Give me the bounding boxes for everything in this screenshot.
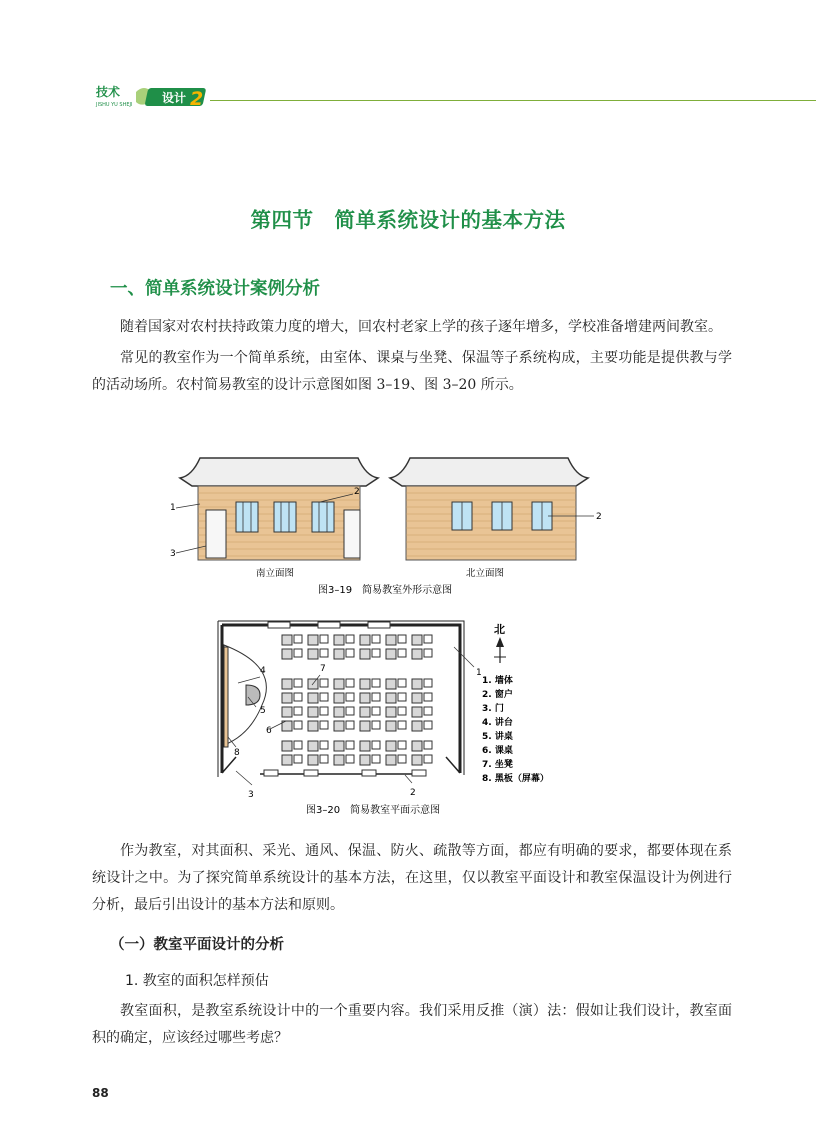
- south-door-left: [206, 510, 226, 558]
- figure-3-19-caption: 图3–19 简易教室外形示意图: [318, 585, 453, 596]
- window-bottom: [304, 770, 318, 776]
- figure-3-20-caption: 图3–20 简易教室平面示意图: [306, 805, 441, 816]
- paragraph: 常见的教室作为一个简单系统，由室体、课桌与坐凳、保温等子系统构成，主要功能是提供教与学的活动场所。农村简易教室的设计示意图如图 3–19、图 3–20 所示。: [92, 350, 732, 393]
- legend-item: 8. 黑板（屏幕）: [482, 774, 549, 784]
- paragraph: 作为教室，对其面积、采光、通风、保温、防火、疏散等方面，都应有明确的要求，都要体现在系统设计之中。为了探究简单系统设计的基本方法，在这里，仅以教室平面设计和教室保温设计为例进行分析，最后引出设计的基本方法和原则。: [92, 843, 732, 913]
- callout-2-north: 2: [596, 512, 602, 522]
- door: [222, 757, 236, 773]
- legend-item: 4. 讲台: [482, 718, 513, 728]
- window-bottom: [264, 770, 278, 776]
- logo-text-2: 设计: [162, 91, 187, 105]
- bottom-paragraph: [92, 998, 732, 1052]
- plan-callout-1: 1: [476, 668, 482, 678]
- figure-3-20: [200, 617, 600, 817]
- intro-paragraphs: [92, 314, 732, 399]
- south-elevation: [170, 458, 378, 579]
- north-label: 北立面图: [466, 568, 505, 579]
- plan-callout-2: 2: [410, 788, 416, 798]
- south-window: [312, 502, 334, 532]
- callout-1: 1: [170, 503, 176, 513]
- lectern: [246, 685, 260, 705]
- logo-text-1: 技术: [96, 85, 121, 99]
- plan-callout-3: 3: [248, 790, 254, 800]
- callout-3: 3: [170, 549, 176, 559]
- south-label: 南立面图: [256, 568, 295, 579]
- paragraph: 随着国家对农村扶持政策力度的增大，回农村老家上学的孩子逐年增多，学校准备增建两间教室。: [120, 319, 722, 335]
- plan-callout-6: 6: [266, 726, 272, 736]
- logo-subtext: JISHU YU SHEJI: [96, 102, 133, 108]
- plan-callout-5: 5: [260, 706, 266, 716]
- door: [446, 757, 460, 773]
- subsection-title: 一、简单系统设计案例分析: [110, 279, 320, 299]
- figure-3-19: [170, 438, 610, 598]
- header-rule: [210, 100, 816, 101]
- window-bottom: [412, 770, 426, 776]
- plan-legend: [482, 674, 549, 784]
- header-logo: [92, 80, 242, 114]
- legend-item: 6. 课桌: [482, 746, 513, 756]
- middle-paragraph: [92, 838, 732, 919]
- legend-item: 1. 墙体: [482, 676, 513, 686]
- plan-callout-8: 8: [234, 748, 240, 758]
- south-door-right: [344, 510, 360, 558]
- plan-callout-7: 7: [320, 664, 326, 674]
- south-roof: [180, 458, 378, 486]
- desk-group: [282, 635, 432, 659]
- heading-level-4: 1. 教室的面积怎样预估: [125, 973, 269, 989]
- legend-item: 5. 讲桌: [482, 732, 513, 742]
- north-elevation: [390, 458, 602, 579]
- callout-2: 2: [354, 487, 360, 497]
- north-arrow-icon: [494, 623, 506, 663]
- logo-number: 2: [190, 88, 204, 110]
- north-roof: [390, 458, 588, 486]
- south-window: [236, 502, 258, 532]
- section-title: 第四节 简单系统设计的基本方法: [250, 208, 566, 232]
- plan-callout-4: 4: [260, 666, 266, 676]
- svg-text:北: 北: [494, 623, 505, 636]
- south-window: [274, 502, 296, 532]
- floor-plan: [218, 621, 482, 800]
- paragraph: 教室面积，是教室系统设计中的一个重要内容。我们采用反推（演）法：假如让我们设计，教室面积的确定，应该经过哪些考虑？: [92, 1003, 732, 1046]
- legend-item: 3. 门: [482, 704, 504, 714]
- legend-item: 2. 窗户: [482, 690, 513, 700]
- blackboard: [224, 647, 228, 747]
- legend-item: 7. 坐凳: [482, 760, 513, 770]
- page-number: 88: [92, 1086, 109, 1100]
- heading-level-3: （一）教室平面设计的分析: [110, 937, 284, 953]
- window-bottom: [362, 770, 376, 776]
